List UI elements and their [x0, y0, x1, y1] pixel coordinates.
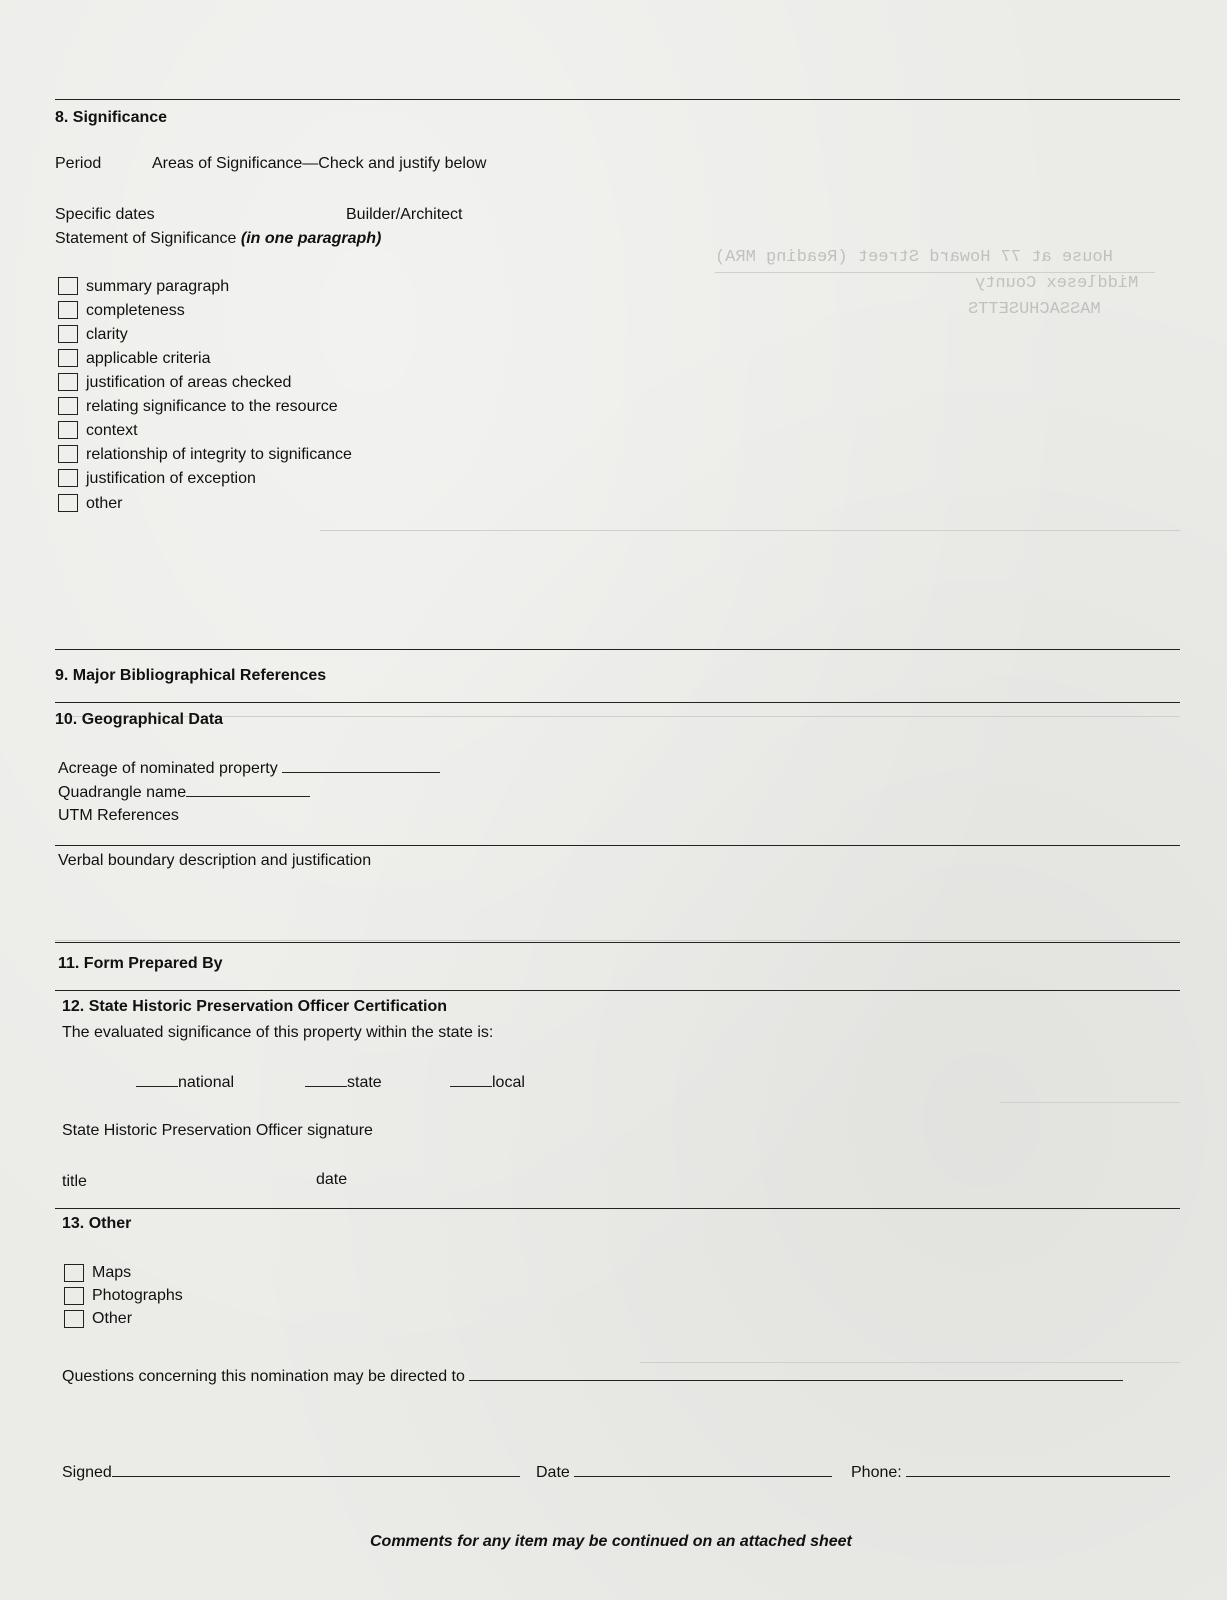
photographs-label: Photographs [92, 1287, 183, 1304]
checklist-item-label: justification of areas checked [86, 374, 292, 391]
checklist-item-label: justification of exception [86, 470, 256, 487]
checklist-item-label: summary paragraph [86, 278, 230, 295]
checklist-item-label: clarity [86, 326, 128, 343]
acreage-row [58, 758, 440, 779]
section-divider [55, 942, 1180, 943]
checkbox[interactable] [58, 445, 78, 463]
checklist-item-label: relating significance to the resource [86, 398, 338, 415]
date-row [536, 1462, 832, 1483]
section-13-heading: 13. Other [62, 1215, 132, 1232]
checkbox-other[interactable] [64, 1310, 84, 1328]
bleed-through-state: MASSACHUSETTS [968, 300, 1101, 319]
checklist-item-label: context [86, 422, 138, 439]
local-blank[interactable] [450, 1072, 492, 1087]
evaluated-significance-text: The evaluated significance of this property within the state is: [62, 1024, 494, 1041]
checklist-item-label: relationship of integrity to significance [86, 446, 352, 463]
verbal-boundary-label: Verbal boundary description and justification [58, 852, 372, 869]
signed-field[interactable] [112, 1462, 520, 1477]
state-option [305, 1072, 382, 1093]
phone-label: Phone: [851, 1464, 902, 1481]
checkbox[interactable] [58, 494, 78, 512]
quadrangle-field[interactable] [186, 782, 310, 797]
bleed-through-title: House at 77 Howard Street (Reading MRA) [715, 248, 1113, 267]
specific-dates-label: Specific dates [55, 206, 155, 223]
bleed-through-line [1000, 1102, 1180, 1103]
quadrangle-row [58, 782, 310, 803]
checkbox[interactable] [58, 373, 78, 391]
areas-of-significance-label: Areas of Significance—Check and justify below [152, 155, 487, 172]
bleed-through-line [320, 530, 1180, 531]
utm-references-label: UTM References [58, 807, 179, 824]
checkbox[interactable] [58, 277, 78, 295]
section-8-heading: 8. Significance [55, 109, 168, 126]
checkbox-photographs[interactable] [64, 1287, 84, 1305]
questions-label: Questions concerning this nomination may be directed to [62, 1368, 465, 1385]
quadrangle-label: Quadrangle name [58, 784, 187, 801]
builder-architect-label: Builder/Architect [346, 206, 463, 223]
state-label: state [347, 1074, 382, 1091]
footer-note: Comments for any item may be continued on an attached sheet [370, 1533, 852, 1550]
bleed-through-line [55, 940, 1180, 941]
maps-label: Maps [92, 1264, 132, 1281]
date-field[interactable] [574, 1462, 832, 1477]
checkbox[interactable] [58, 397, 78, 415]
bleed-through-line [715, 272, 1155, 273]
section-divider [55, 99, 1180, 100]
questions-row [62, 1366, 1123, 1387]
period-label: Period [55, 155, 102, 172]
checkbox[interactable] [58, 469, 78, 487]
checkbox[interactable] [58, 421, 78, 439]
bleed-through-line [640, 1362, 1180, 1363]
section-divider [55, 845, 1180, 846]
bleed-through-county: Middlesex County [975, 274, 1139, 293]
section-12-heading: 12. State Historic Preservation Officer Certification [62, 998, 448, 1015]
phone-row [851, 1462, 1170, 1483]
title-label: title [62, 1173, 87, 1190]
section-divider [55, 702, 1180, 703]
statement-label: Statement of Significance [55, 230, 237, 247]
checkbox[interactable] [58, 325, 78, 343]
section-11-heading: 11. Form Prepared By [58, 955, 223, 972]
statement-note: (in one paragraph) [240, 230, 382, 247]
signed-row [62, 1462, 520, 1483]
date-label: date [316, 1171, 348, 1188]
section-divider [55, 1208, 1180, 1209]
national-label: national [178, 1074, 235, 1091]
checklist-item-label: applicable criteria [86, 350, 211, 367]
acreage-field[interactable] [282, 758, 440, 773]
phone-field[interactable] [906, 1462, 1170, 1477]
bleed-through-line [55, 716, 1180, 717]
checkbox-maps[interactable] [64, 1264, 84, 1282]
checklist-item-label: completeness [86, 302, 185, 319]
other-label: Other [92, 1310, 133, 1327]
statement-of-significance-label [55, 229, 381, 249]
section-divider [55, 649, 1180, 650]
shpo-signature-label: State Historic Preservation Officer signature [62, 1122, 373, 1139]
local-option [450, 1072, 525, 1093]
date-label-bottom: Date [536, 1464, 570, 1481]
section-10-heading: 10. Geographical Data [55, 711, 224, 728]
national-option [136, 1072, 234, 1093]
checklist-item-label: other [86, 495, 123, 512]
questions-contact-field[interactable] [469, 1366, 1123, 1381]
section-9-heading: 9. Major Bibliographical References [55, 667, 327, 684]
local-label: local [492, 1074, 525, 1091]
checkbox[interactable] [58, 301, 78, 319]
section-divider [55, 990, 1180, 991]
state-blank[interactable] [305, 1072, 347, 1087]
checkbox[interactable] [58, 349, 78, 367]
acreage-label: Acreage of nominated property [58, 760, 278, 777]
signed-label: Signed [62, 1464, 112, 1481]
national-blank[interactable] [136, 1072, 178, 1087]
